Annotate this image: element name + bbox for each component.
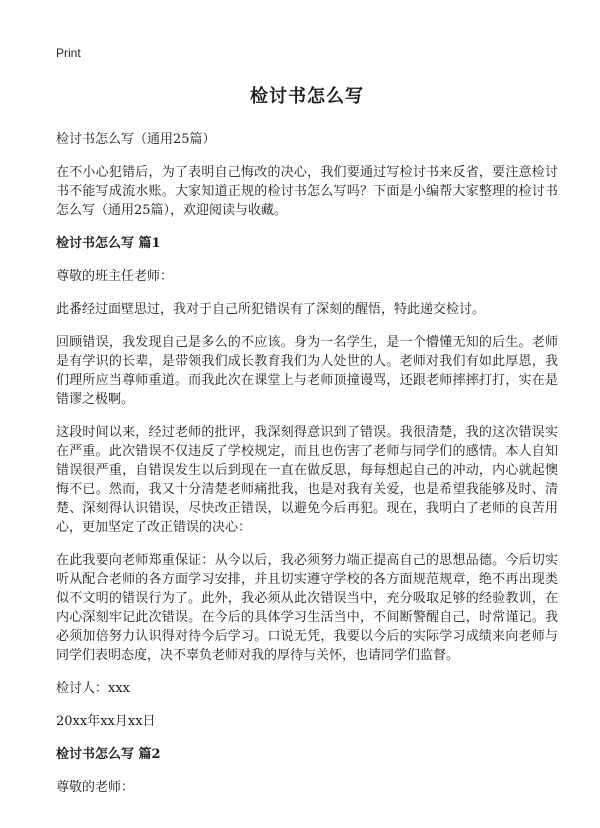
section-heading-1: 检讨书怎么写 篇1: [56, 236, 161, 251]
greeting-1: 尊敬的班主任老师：: [56, 269, 174, 284]
paragraph: 这段时间以来，经过老师的批评，我深刻得意识到了错误。我很清楚，我的这次错误实在严重。此次错误不仅违反了学校规定，而且也伤害了老师与同学们的感情。本人自知错误很严重，自错误发生以后到现在一直在做反思，每每想起自己的冲动，内心就起懊悔不已。然而，我又十分清楚老师痛批我，也是对我有关爱，也是希望我能够及时、清楚、深刻得认识错误，尽快改正错误，以避免今后再犯。现在，我明白了老师的良苦用心，更加坚定了改正错误的决心：: [56, 425, 558, 535]
greeting-2: 尊敬的老师：: [56, 780, 135, 795]
paragraph: 在此我要向老师郑重保证：从今以后，我必须努力端正提高自己的思想品德。今后切实听从配合老师的各方面学习安排，并且切实遵守学校的各方面规范规章，绝不再出现类似不文明的错误行为了。此外，我必须从此次错误当中，充分吸取足够的经验教训，在内心深刻牢记此次错误。在今后的具体学习生活当中，不间断警醒自己，时常谨记。我必须加倍努力认识得对待今后学习。口说无凭，我要以今后的实际学习成绩来向老师与同学们表明态度，决不辜负老师对我的厚待与关怀，也请同学们监督。: [56, 553, 558, 663]
date: 20xx年xx月xx日: [56, 714, 156, 729]
document-subtitle: 检讨书怎么写（通用25篇）: [56, 132, 216, 147]
section-heading-2: 检讨书怎么写 篇2: [56, 747, 161, 762]
document-title: 检讨书怎么写: [250, 86, 364, 107]
print-link[interactable]: Print: [56, 46, 81, 60]
paragraph: 回顾错误，我发现自己是多么的不应该。身为一名学生，是一个懵懂无知的后生。老师是有学识的长辈，是带领我们成长教育我们为人处世的人。老师对我们有如此厚恩，我们理所应当尊师重道。而我此次在课堂上与老师顶撞谩骂，还跟老师摔摔打打，实在是错谬之极啊。: [56, 335, 558, 407]
paragraph: 此番经过面壁思过，我对于自己所犯错误有了深刻的醒悟，特此递交检讨。: [56, 302, 486, 317]
intro-paragraph: 在不小心犯错后，为了表明自己悔改的决心，我们要通过写检讨书来反省，要注意检讨书不能写成流水账。大家知道正规的检讨书怎么写吗？下面是小编帮大家整理的检讨书怎么写（通用25篇），欢迎阅读与收藏。: [56, 165, 558, 218]
signature: 检讨人：xxx: [56, 681, 130, 696]
